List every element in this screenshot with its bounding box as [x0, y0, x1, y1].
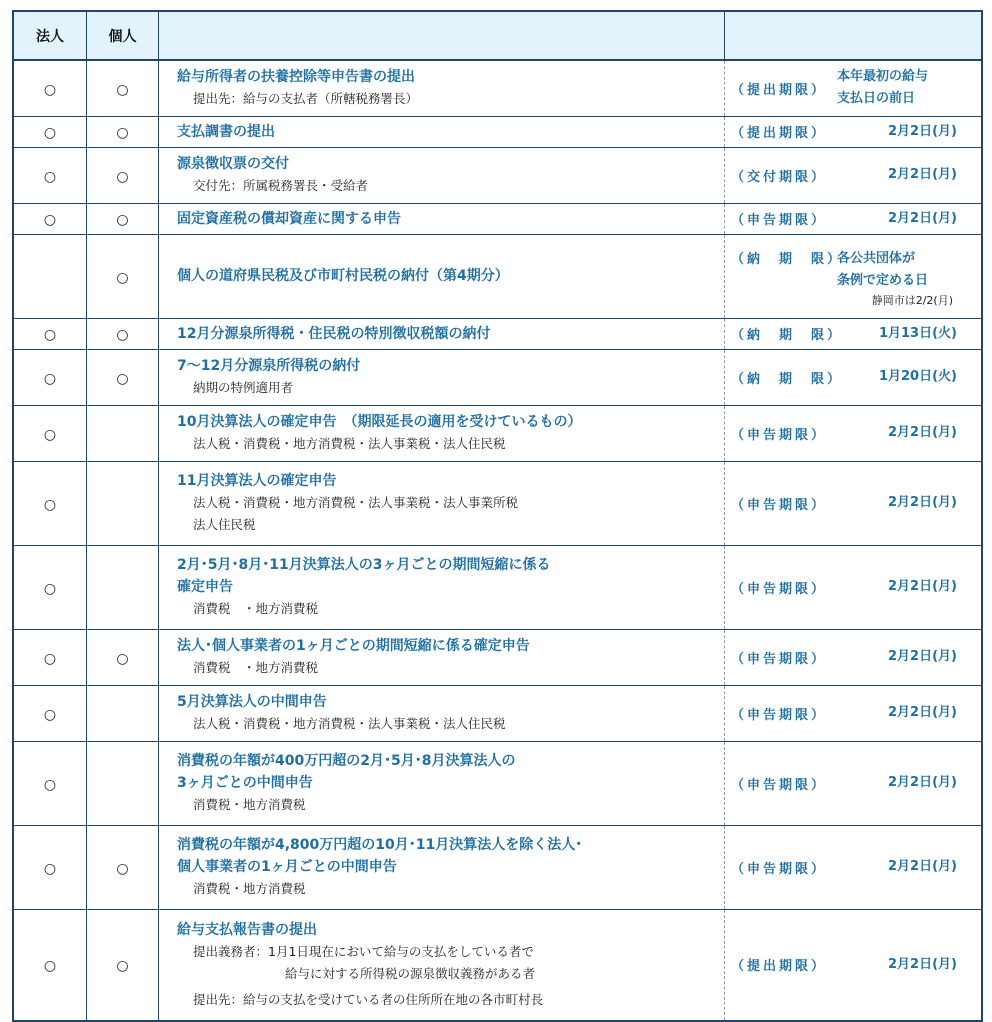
table-row — [13, 461, 982, 545]
task-cell — [159, 234, 725, 318]
task-detail: 法人税・消費税・地方消費税・法人事業税・法人住民税 — [193, 716, 506, 731]
deadline-date: 2月2日(月) — [888, 167, 957, 182]
task-detail: 消費税・地方消費税 — [193, 881, 306, 896]
deadline-cell — [725, 685, 983, 741]
table-row — [13, 116, 982, 147]
task-title: 支払調書の提出 — [177, 123, 275, 140]
task-cell — [159, 349, 725, 405]
deadline-cell — [725, 203, 983, 234]
corporation-cell — [13, 825, 87, 909]
deadline-date: 2月2日(月) — [888, 956, 957, 972]
deadline-type: （申告期限） — [731, 651, 828, 667]
individual-mark: ○ — [116, 212, 129, 228]
deadline-type: （納 期 限） — [731, 328, 844, 343]
individual-cell — [87, 203, 159, 234]
table-row — [13, 685, 982, 741]
deadline-date: 1月13日(火) — [878, 325, 957, 341]
deadline-type: （納 期 限） — [731, 371, 844, 387]
corporation-cell — [13, 741, 87, 825]
individual-cell — [87, 545, 159, 629]
deadline-date: 2月2日(月) — [888, 123, 957, 139]
individual-cell — [87, 629, 159, 685]
deadline-type: （交付期限） — [731, 169, 828, 185]
corporation-cell — [13, 909, 87, 1021]
task-title: 消費税の年額が400万円超の2月･5月･8月決算法人の — [177, 753, 516, 769]
deadline-cell — [725, 116, 983, 147]
individual-cell — [87, 909, 159, 1021]
deadline-cell — [725, 147, 983, 203]
task-cell — [159, 685, 725, 741]
table-row — [13, 545, 982, 629]
header-corporation: 法人 — [13, 11, 87, 60]
corporation-cell — [13, 147, 87, 203]
corporation-mark: ○ — [43, 706, 57, 723]
table-row — [13, 349, 982, 405]
task-detail: 消費税・地方消費税 — [193, 797, 306, 812]
task-title: 源泉徴収票の交付 — [177, 156, 289, 172]
deadline-date: 本年最初の給与 — [837, 69, 929, 85]
task-title: 7～12月分源泉所得税の納付 — [177, 358, 361, 374]
corporation-mark: ○ — [43, 860, 57, 877]
task-title: 個人事業者の1ヶ月ごとの中間申告 — [177, 859, 397, 875]
task-title: 12月分源泉所得税・住民税の特別徴収税額の納付 — [177, 325, 491, 342]
corporation-cell — [13, 545, 87, 629]
table-row — [13, 741, 982, 825]
task-detail: 法人住民税 — [193, 517, 256, 532]
task-cell — [159, 147, 725, 203]
deadline-cell — [725, 461, 983, 545]
individual-mark: ○ — [116, 327, 129, 343]
task-title: 確定申告 — [177, 579, 233, 595]
deadline-type: （提出期限） — [731, 82, 828, 98]
corporation-cell — [13, 203, 87, 234]
deadline-date: 条例で定める日 — [837, 273, 929, 288]
corporation-cell — [13, 349, 87, 405]
corporation-mark: ○ — [43, 426, 57, 443]
deadline-cell — [725, 405, 983, 461]
deadline-date: 1月20日(火) — [878, 369, 957, 384]
task-detail: 交付先：所属税務署長・受給者 — [193, 178, 369, 193]
task-title: 給与所得者の扶養控除等申告書の提出 — [177, 69, 415, 86]
task-cell — [159, 741, 725, 825]
table-row — [13, 405, 982, 461]
deadline-type: （納 期 限） — [731, 252, 844, 267]
task-detail: 給与に対する所得税の源泉徴収義務がある者 — [285, 965, 536, 981]
task-title: 個人の道府県民税及び市町村民税の納付（第4期分） — [177, 268, 509, 284]
corporation-mark: ○ — [43, 81, 57, 98]
corporation-cell — [13, 461, 87, 545]
task-cell — [159, 405, 725, 461]
corporation-mark: ○ — [43, 580, 57, 597]
corporation-cell — [13, 234, 87, 318]
deadline-cell — [725, 318, 983, 349]
task-title: 10月決算法人の確定申告 （期限延長の適用を受けているもの） — [177, 414, 582, 430]
task-detail: 消費税 ・地方消費税 — [193, 660, 319, 675]
corporation-mark: ○ — [43, 327, 57, 343]
individual-mark: ○ — [116, 860, 129, 877]
deadline-type: （申告期限） — [731, 427, 828, 443]
table-row — [13, 318, 982, 349]
table-row — [13, 60, 982, 116]
task-cell — [159, 909, 725, 1021]
task-cell — [159, 203, 725, 234]
table-row — [13, 629, 982, 685]
individual-mark: ○ — [116, 269, 129, 286]
corporation-mark: ○ — [43, 370, 57, 387]
corporation-cell — [13, 629, 87, 685]
table-row — [13, 825, 982, 909]
deadline-cell — [725, 741, 983, 825]
individual-cell — [87, 349, 159, 405]
table-row — [13, 909, 982, 1021]
deadline-note: 静岡市は2/2(月) — [871, 294, 953, 307]
deadline-cell — [725, 234, 983, 318]
task-title: 消費税の年額が4,800万円超の10月･11月決算法人を除く法人･ — [177, 837, 583, 853]
header-task — [159, 11, 725, 60]
task-title: 11月決算法人の確定申告 — [177, 473, 337, 489]
corporation-cell — [13, 116, 87, 147]
task-cell — [159, 825, 725, 909]
deadline-type: （申告期限） — [731, 497, 828, 513]
task-cell — [159, 60, 725, 116]
corporation-mark: ○ — [43, 958, 57, 975]
individual-cell — [87, 116, 159, 147]
task-detail: 納期の特例適用者 — [193, 380, 294, 395]
deadline-cell — [725, 629, 983, 685]
task-title: 5月決算法人の中間申告 — [177, 694, 327, 710]
deadline-type: （提出期限） — [731, 959, 828, 975]
task-detail: 消費税 ・地方消費税 — [193, 601, 319, 616]
tax-schedule-table — [12, 10, 983, 1022]
deadline-date: 2月2日(月) — [888, 705, 957, 720]
header-individual: 個人 — [87, 11, 159, 60]
deadline-date: 2月2日(月) — [888, 210, 957, 226]
individual-mark: ○ — [116, 81, 129, 98]
corporation-cell — [13, 685, 87, 741]
deadline-date: 支払日の前日 — [837, 91, 916, 107]
task-cell — [159, 116, 725, 147]
deadline-date: 2月2日(月) — [888, 579, 957, 594]
corporation-mark: ○ — [43, 212, 57, 228]
deadline-date: 2月2日(月) — [888, 425, 957, 440]
individual-cell — [87, 461, 159, 545]
deadline-date: 2月2日(月) — [888, 495, 957, 510]
task-title: 法人･個人事業者の1ヶ月ごとの期間短縮に係る確定申告 — [177, 638, 530, 654]
corporation-cell — [13, 318, 87, 349]
individual-mark: ○ — [116, 370, 129, 387]
individual-cell — [87, 405, 159, 461]
deadline-type: （申告期限） — [731, 213, 828, 228]
table-header-row — [13, 11, 982, 60]
deadline-cell — [725, 909, 983, 1021]
corporation-mark: ○ — [43, 650, 57, 667]
corporation-mark: ○ — [43, 496, 57, 513]
table-row — [13, 147, 982, 203]
individual-mark: ○ — [116, 958, 129, 975]
deadline-date: 2月2日(月) — [888, 859, 957, 874]
table-row — [13, 234, 982, 318]
deadline-type: （提出期限） — [731, 126, 828, 141]
task-detail: 法人税・消費税・地方消費税・法人事業税・法人住民税 — [193, 436, 506, 451]
individual-cell — [87, 741, 159, 825]
corporation-cell — [13, 405, 87, 461]
deadline-cell — [725, 60, 983, 116]
deadline-type: （申告期限） — [731, 581, 828, 597]
individual-mark: ○ — [116, 168, 129, 185]
individual-cell — [87, 685, 159, 741]
task-detail: 提出先：給与の支払者（所轄税務署長） — [193, 91, 419, 107]
individual-cell — [87, 147, 159, 203]
task-cell — [159, 629, 725, 685]
task-cell — [159, 461, 725, 545]
deadline-type: （申告期限） — [731, 777, 828, 793]
task-title: 2月･5月･8月･11月決算法人の3ヶ月ごとの期間短縮に係る — [177, 557, 551, 573]
individual-cell — [87, 234, 159, 318]
deadline-type: （申告期限） — [731, 707, 828, 723]
individual-cell — [87, 825, 159, 909]
corporation-mark: ○ — [43, 168, 57, 185]
deadline-type: （申告期限） — [731, 861, 828, 877]
deadline-date: 2月2日(月) — [888, 775, 957, 790]
task-cell — [159, 318, 725, 349]
corporation-mark: ○ — [43, 776, 57, 793]
deadline-date: 2月2日(月) — [888, 649, 957, 664]
header-deadline — [725, 11, 983, 60]
deadline-cell — [725, 825, 983, 909]
task-detail: 提出先：給与の支払を受けている者の住所所在地の各市町村長 — [193, 991, 544, 1007]
task-title: 3ヶ月ごとの中間申告 — [177, 775, 313, 791]
individual-cell — [87, 318, 159, 349]
table-row — [13, 203, 982, 234]
task-title: 固定資産税の償却資産に関する申告 — [177, 210, 401, 227]
corporation-cell — [13, 60, 87, 116]
task-detail: 法人税・消費税・地方消費税・法人事業税・法人事業所税 — [193, 495, 519, 510]
individual-mark: ○ — [116, 650, 129, 667]
corporation-mark: ○ — [43, 125, 57, 141]
deadline-date: 各公共団体が — [837, 251, 916, 266]
task-title: 給与支払報告書の提出 — [177, 921, 317, 938]
deadline-cell — [725, 349, 983, 405]
task-cell — [159, 545, 725, 629]
task-detail: 提出義務者：1月1日現在において給与の支払をしている者で — [193, 943, 534, 959]
individual-mark: ○ — [116, 125, 129, 141]
deadline-cell — [725, 545, 983, 629]
individual-cell — [87, 60, 159, 116]
